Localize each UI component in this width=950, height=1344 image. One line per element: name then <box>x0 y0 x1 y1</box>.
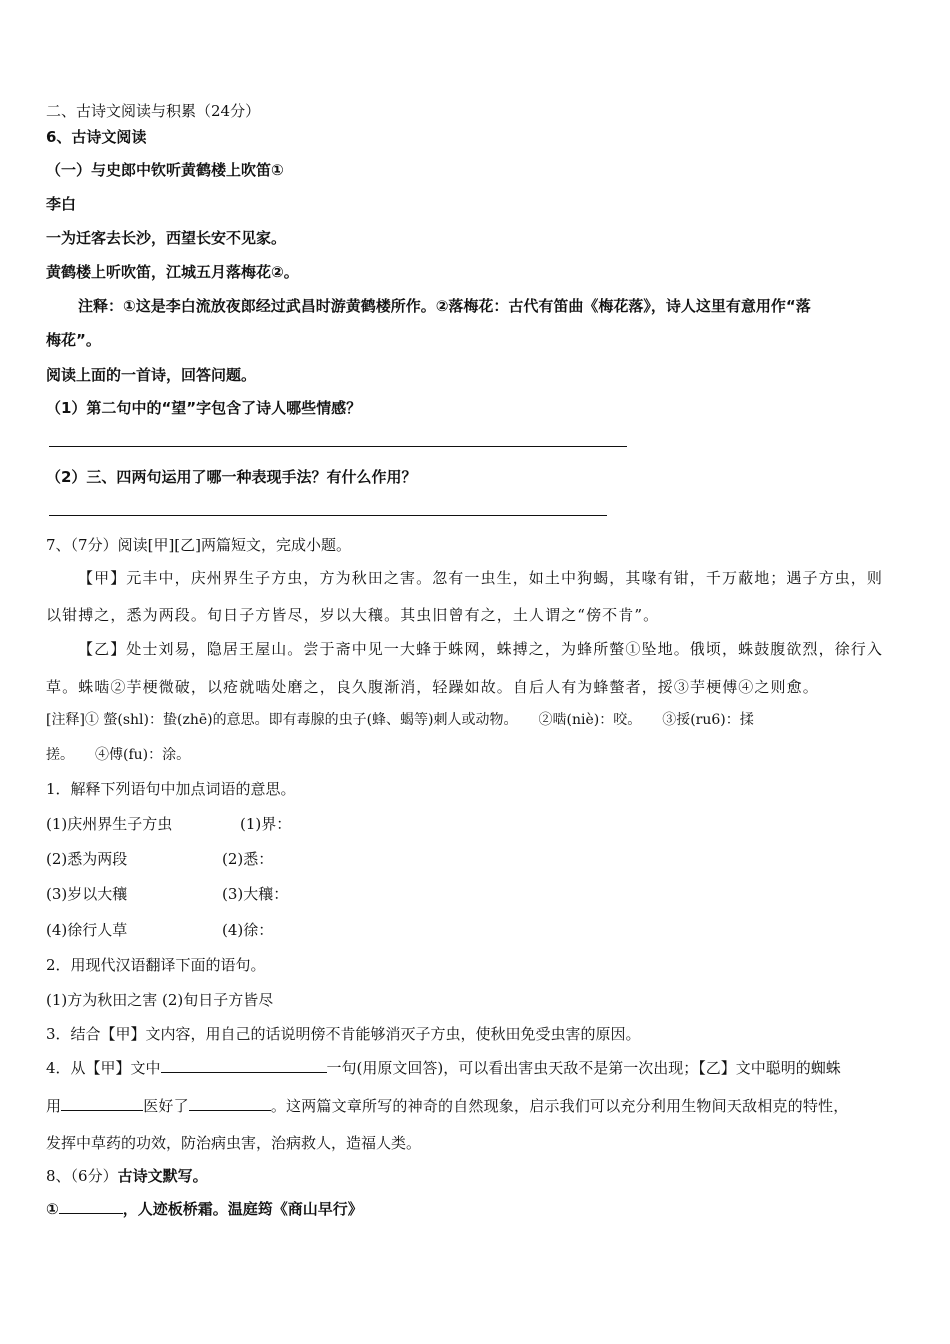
poem-heading: （一）与史郎中钦听黄鹤楼上吹笛① <box>46 161 284 179</box>
q7-task-4-line-2 <box>46 1096 848 1116</box>
q8-title-text: 古诗文默写。 <box>117 1167 208 1185</box>
answer-line-2[interactable] <box>49 515 607 516</box>
q7-task-4-part-4: 医好了 <box>143 1097 189 1115</box>
q7-item-3-sentence: (3)岁以大穰 <box>46 885 128 903</box>
poem-line-2: 黄鹤楼上听吹笛，江城五月落梅花②。 <box>46 263 299 281</box>
answer-line-1[interactable] <box>49 446 627 447</box>
q7-item-2-word: (2)悉： <box>222 850 274 868</box>
q7-item-3-word: (3)大穰： <box>222 885 289 903</box>
q7-task-2-sentences: (1)方为秋田之害 (2)旬日子方皆尽 <box>46 991 274 1009</box>
q7-jia-line-1: 【甲】元丰中，庆州界生子方虫，方为秋田之害。忽有一虫生，如土中狗蝎，其喙有钳，千万蔽地；遇子方虫，则 <box>78 569 884 587</box>
q7-jia-line-2: 以钳搏之，悉为两段。旬日子方皆尽，岁以大穰。其虫旧曾有之，土人谓之“傍不肯”。 <box>46 606 660 624</box>
q7-item-4-word: (4)徐： <box>222 921 274 939</box>
q7-note-line-1: [注释]① 螫(shl)：蛰(zhē)的意思。即有毒腺的虫子(蜂、蝎等)刺人或动物。 ②啮(niè)：咬。 ③挼(ru6)：揉 <box>46 712 754 728</box>
q7-item-1-sentence: (1)庆州界生子方虫 <box>46 815 173 833</box>
q7-task-3: 3．结合【甲】文内容，用自己的话说明傍不肯能够消灭子方虫，使秋田免受虫害的原因。 <box>46 1025 641 1043</box>
q6-title: 6、古诗文阅读 <box>46 128 147 146</box>
q7-item-4-sentence: (4)徐行人草 <box>46 921 128 939</box>
q7-task-4-part-1: 4．从【甲】文中 <box>46 1059 161 1077</box>
poem-author: 李白 <box>46 195 77 213</box>
poem-line-1: 一为迁客去长沙，西望长安不见家。 <box>46 229 287 247</box>
q6-sub-question-2: （2）三、四两句运用了哪一种表现手法？有什么作用？ <box>46 468 417 486</box>
q8-title <box>46 1166 208 1186</box>
q8-item-1 <box>46 1199 363 1219</box>
q7-task-4-line-1 <box>46 1058 841 1078</box>
q7-item-2-sentence: (2)悉为两段 <box>46 850 128 868</box>
q7-task-4-blank-2[interactable] <box>61 1096 143 1111</box>
poem-note-line-1: 注释：①这是李白流放夜郎经过武昌时游黄鹤楼所作。②落梅花：古代有笛曲《梅花落》，诗人这里有意用作“落 <box>78 297 811 315</box>
q7-title: 7、（7分）阅读[甲][乙]两篇短文，完成小题。 <box>46 536 351 554</box>
q7-note-line-2: 搓。 ④傅(fu)：涂。 <box>46 747 191 763</box>
section-title: 二、古诗文阅读与积累（24分） <box>46 102 261 120</box>
q8-title-number: 8、（6分） <box>46 1167 118 1185</box>
q7-task-4-part-3: 用 <box>46 1097 62 1115</box>
q7-task-4-part-5: 。这两篇文章所写的神奇的自然现象，启示我们可以充分利用生物间天敌相克的特性， <box>270 1097 849 1115</box>
q7-item-1-word: (1)界： <box>240 815 292 833</box>
q8-item-1-prefix: ① <box>46 1200 59 1218</box>
q7-task-4-part-2: 一句(用原文回答)，可以看出害虫天敌不是第一次出现；【乙】文中聪明的蜘蛛 <box>326 1059 841 1077</box>
q7-task-2: 2．用现代汉语翻译下面的语句。 <box>46 956 266 974</box>
q7-yi-line-2: 草。蛛啮②芋梗微破，以疮就啮处磨之，良久腹渐消，轻躁如故。自后人有为蜂螫者，挼③芋梗傅④之则愈。 <box>46 678 819 696</box>
q8-item-1-text: ，人迹板桥霜。温庭筠《商山早行》 <box>122 1200 363 1218</box>
q6-sub-question-1: （1）第二句中的“望”字包含了诗人哪些情感？ <box>46 399 362 417</box>
q7-task-4-blank-1[interactable] <box>161 1058 327 1073</box>
q7-task-4-blank-3[interactable] <box>189 1096 271 1111</box>
q8-item-1-blank[interactable] <box>59 1199 123 1214</box>
q7-task-4-line-3: 发挥中草药的功效，防治病虫害，治病救人，造福人类。 <box>46 1134 422 1152</box>
q6-instruction: 阅读上面的一首诗，回答问题。 <box>46 366 257 384</box>
q7-yi-line-1: 【乙】处士刘易，隐居王屋山。尝于斋中见一大蜂于蛛网，蛛搏之，为蜂所螫①坠地。俄顷，蛛鼓腹欲烈，徐行入 <box>78 640 884 658</box>
q7-task-1: 1．解释下列语句中加点词语的意思。 <box>46 780 296 798</box>
poem-note-line-2: 梅花”。 <box>46 331 101 349</box>
